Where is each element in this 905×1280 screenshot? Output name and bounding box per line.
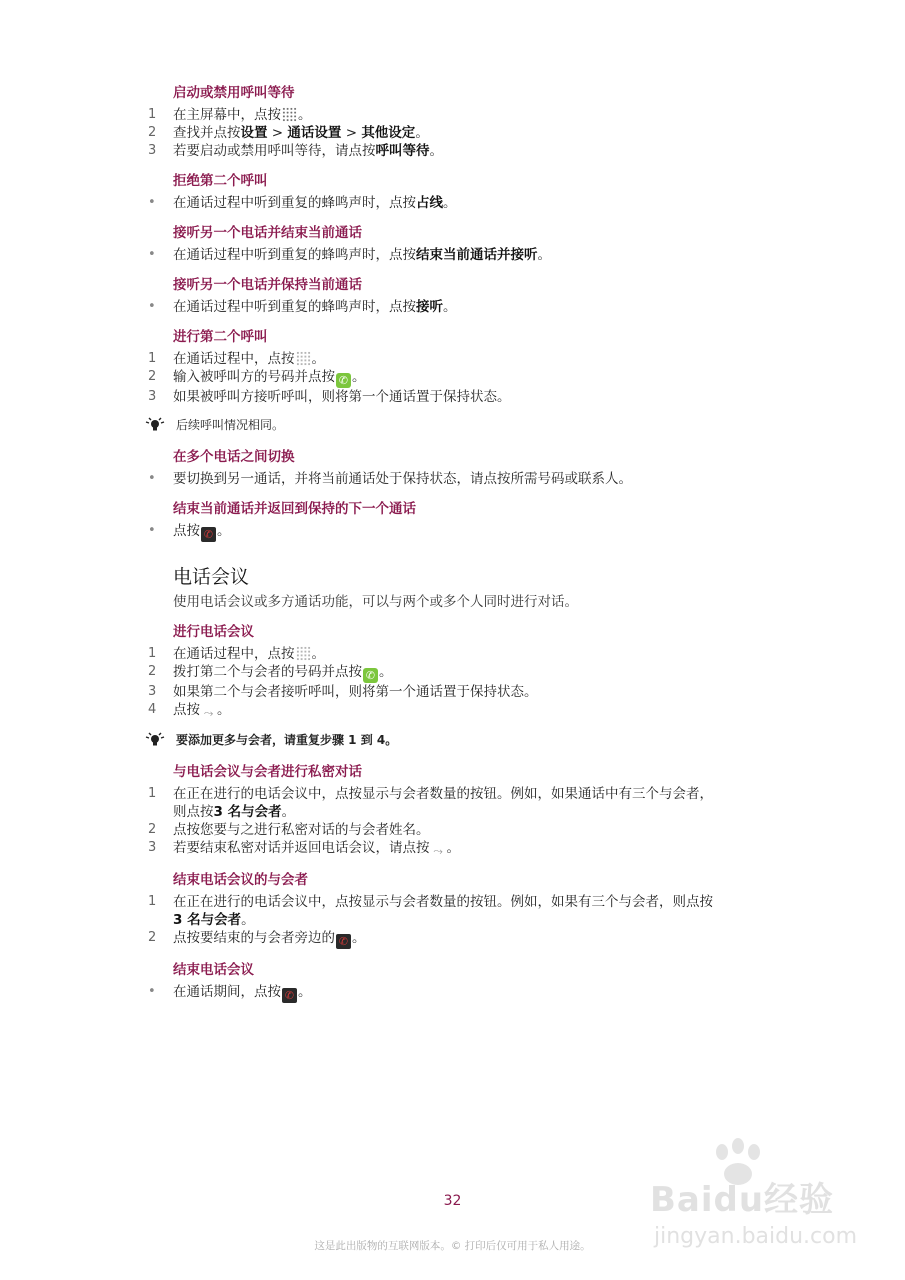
step-number: 3 — [148, 389, 157, 404]
section-heading-second-call: 进行第二个呼叫 — [173, 329, 268, 345]
tip-text: 后续呼叫情况相同。 — [176, 418, 285, 432]
step-number: 2 — [148, 930, 157, 945]
item-end: 。 — [217, 523, 231, 539]
end-return-list — [148, 522, 718, 542]
list-item — [148, 929, 718, 949]
section-heading-call-waiting: 启动或禁用呼叫等待 — [173, 85, 295, 101]
end-call-icon: ✆ — [336, 934, 351, 949]
bullet: • — [148, 299, 156, 314]
step-text: 在通话过程中，点按 — [173, 646, 295, 662]
list-item — [148, 388, 718, 406]
tip-text: 要添加更多与会者，请重复步骤 1 到 4。 — [176, 733, 398, 747]
list-item — [148, 106, 718, 124]
step-text: 如果被呼叫方接听呼叫，则将第一个通话置于保持状态。 — [173, 389, 511, 405]
end-call-icon: ✆ — [282, 988, 297, 1003]
item-text: 点按 — [173, 523, 200, 539]
end-call-icon: ✆ — [201, 527, 216, 542]
step-text: 点按 — [173, 702, 200, 718]
lightbulb-icon — [145, 732, 165, 748]
call-waiting-steps — [148, 106, 718, 160]
section-heading-make-conference: 进行电话会议 — [173, 624, 254, 640]
list-item — [148, 983, 718, 1003]
step-end: 。 — [415, 125, 429, 141]
list-item — [148, 839, 718, 859]
list-item — [148, 298, 718, 316]
step-number: 1 — [148, 894, 157, 909]
busy-label: 占线 — [416, 195, 443, 211]
step-number: 1 — [148, 646, 157, 661]
step-text: 点按要结束的与会者旁边的 — [173, 930, 335, 946]
conference-call-intro: 使用电话会议或多方通话功能，可以与两个或多个人同时进行对话。 — [173, 594, 578, 610]
end-participant-steps — [148, 893, 718, 949]
settings-label: 设置 — [240, 125, 268, 141]
section-heading-end-return-held: 结束当前通话并返回到保持的下一个通话 — [173, 501, 416, 517]
item-end: 。 — [298, 984, 312, 1000]
end-and-answer-label: 结束当前通话并接听 — [416, 247, 538, 263]
item-text: 在通话过程中听到重复的蜂鸣声时，点按 — [173, 299, 416, 315]
step-text: 输入被呼叫方的号码并点按 — [173, 369, 335, 385]
section-heading-answer-end-current: 接听另一个电话并结束当前通话 — [173, 225, 362, 241]
list-item — [148, 701, 718, 721]
step-number: 2 — [148, 822, 157, 837]
step-number: 1 — [148, 107, 157, 122]
separator: > — [267, 125, 288, 141]
list-item — [148, 645, 718, 663]
list-item — [148, 663, 718, 683]
step-end: 。 — [352, 930, 366, 946]
page-content — [148, 84, 718, 1003]
item-end: 。 — [443, 299, 457, 315]
list-item — [148, 124, 718, 142]
step-end: 。 — [217, 702, 231, 718]
item-end: 。 — [537, 247, 551, 263]
step-text: 若要启动或禁用呼叫等待，请点按 — [173, 143, 376, 159]
step-text: 在正在进行的电话会议中，点按显示与会者数量的按钮。例如，如果通话中有三个与会者，则点按 — [173, 786, 713, 820]
dialpad-icon — [296, 351, 311, 366]
merge-call-icon: ⤳ — [203, 706, 214, 720]
step-end: 。 — [429, 143, 443, 159]
list-item — [148, 785, 718, 821]
section-heading-answer-hold-current: 接听另一个电话并保持当前通话 — [173, 277, 362, 293]
item-text: 要切换到另一通话，并将当前通话处于保持状态，请点按所需号码或联系人。 — [173, 471, 632, 487]
tip-note — [148, 416, 718, 434]
step-number: 3 — [148, 840, 157, 855]
step-number: 3 — [148, 143, 157, 158]
step-number: 2 — [148, 125, 157, 140]
section-heading-private-conversation: 与电话会议与会者进行私密对话 — [173, 764, 362, 780]
list-item — [148, 246, 718, 264]
step-text: 若要结束私密对话并返回电话会议，请点按 — [173, 840, 430, 856]
step-number: 2 — [148, 664, 157, 679]
step-end: 。 — [311, 646, 325, 662]
reject-call-list — [148, 194, 718, 212]
list-item — [148, 821, 718, 839]
step-text: 在通话过程中，点按 — [173, 351, 295, 367]
call-settings-label: 通话设置 — [287, 125, 342, 141]
step-end: 。 — [379, 664, 393, 680]
list-item — [148, 368, 718, 388]
page-number: 32 — [443, 1193, 462, 1209]
conference-call-title: 电话会议 — [173, 566, 250, 588]
lightbulb-icon — [145, 417, 165, 433]
step-end: 。 — [298, 107, 312, 123]
step-end: 。 — [281, 804, 296, 820]
step-text: 查找并点按 — [173, 125, 241, 141]
step-text: 如果第二个与会者接听呼叫，则将第一个通话置于保持状态。 — [173, 684, 538, 700]
section-heading-reject-second-call: 拒绝第二个呼叫 — [173, 173, 268, 189]
list-item — [148, 194, 718, 212]
tip-note — [148, 731, 718, 749]
step-number: 1 — [148, 786, 157, 801]
list-item — [148, 350, 718, 368]
list-item — [148, 683, 718, 701]
step-number: 3 — [148, 684, 157, 699]
bullet: • — [148, 523, 156, 538]
section-heading-end-participant: 结束电话会议的与会者 — [173, 872, 308, 888]
bullet: • — [148, 195, 156, 210]
second-call-steps — [148, 350, 718, 406]
participants-label: 3 名与会者 — [213, 804, 282, 820]
bullet: • — [148, 247, 156, 262]
switch-calls-list — [148, 470, 718, 488]
app-grid-icon — [282, 107, 297, 122]
item-text: 在通话过程中听到重复的蜂鸣声时，点按 — [173, 247, 416, 263]
green-call-icon: ✆ — [363, 668, 378, 683]
other-settings-label: 其他设定 — [361, 125, 416, 141]
item-end: 。 — [443, 195, 457, 211]
answer-label: 接听 — [416, 299, 443, 315]
list-item — [148, 893, 718, 929]
step-number: 4 — [148, 702, 157, 717]
end-conference-list — [148, 983, 718, 1003]
item-text: 在通话过程中听到重复的蜂鸣声时，点按 — [173, 195, 416, 211]
participants-label: 3 名与会者 — [173, 912, 242, 928]
call-waiting-label: 呼叫等待 — [375, 143, 430, 159]
bullet: • — [148, 471, 156, 486]
section-heading-end-conference: 结束电话会议 — [173, 962, 254, 978]
merge-call-icon: ⤳ — [433, 844, 443, 858]
green-call-icon: ✆ — [336, 373, 351, 388]
step-end: 。 — [446, 840, 460, 856]
step-number: 1 — [148, 351, 157, 366]
separator: > — [341, 125, 362, 141]
footer-note: 这是此出版物的互联网版本。© 打印后仅可用于私人用途。 — [314, 1240, 591, 1252]
watermark-url: jingyan.baidu.com — [654, 1224, 858, 1249]
conference-steps — [148, 645, 718, 721]
dialpad-icon — [296, 646, 311, 661]
step-text: 点按您要与之进行私密对话的与会者姓名。 — [173, 822, 430, 838]
bullet: • — [148, 984, 156, 999]
watermark-logo-text: Baidu经验 — [650, 1180, 835, 1220]
answer-end-list — [148, 246, 718, 264]
step-end: 。 — [311, 351, 325, 367]
section-heading-switch-calls: 在多个电话之间切换 — [173, 449, 295, 465]
list-item — [148, 470, 718, 488]
list-item — [148, 522, 718, 542]
private-conversation-steps — [148, 785, 718, 859]
baidu-watermark — [640, 1138, 860, 1273]
step-text: 拨打第二个与会者的号码并点按 — [173, 664, 362, 680]
list-item — [148, 142, 718, 160]
step-number: 2 — [148, 369, 157, 384]
step-text: 在主屏幕中，点按 — [173, 107, 281, 123]
step-text: 在正在进行的电话会议中，点按显示与会者数量的按钮。例如，如果有三个与会者，则点按 — [173, 894, 713, 910]
step-end: 。 — [352, 369, 366, 385]
answer-hold-list — [148, 298, 718, 316]
step-end: 。 — [241, 912, 255, 928]
item-text: 在通话期间，点按 — [173, 984, 281, 1000]
